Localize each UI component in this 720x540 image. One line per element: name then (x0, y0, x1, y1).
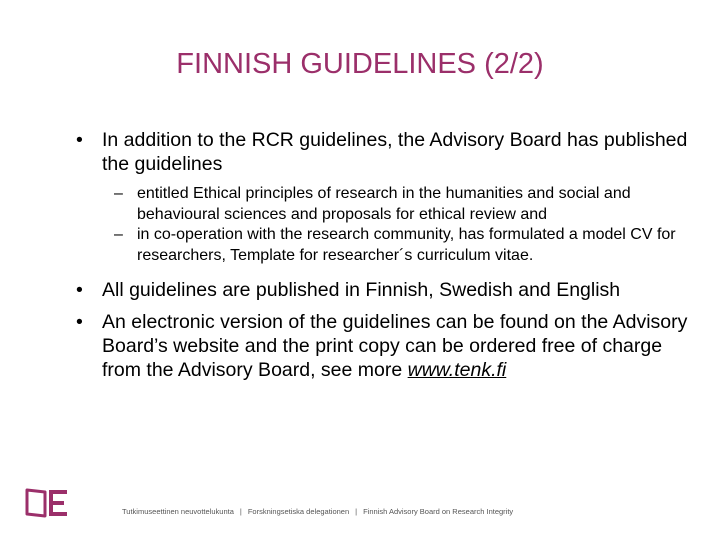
bullet-item (78, 128, 698, 176)
sub-bullet-marker: – (114, 185, 123, 202)
tenk-website-link[interactable]: www.tenk.fi (407, 359, 507, 381)
sub-bullet-item (114, 184, 698, 225)
bullet-text: In addition to the RCR guidelines, the Advisory Board has published the guidelines (102, 129, 688, 175)
sub-bullet-marker: – (114, 226, 123, 243)
bullet-text: All guidelines are published in Finnish, Swedish and English (102, 279, 621, 301)
footer-part: Forskningsetiska delegationen (247, 507, 350, 516)
bullet-marker: • (76, 279, 83, 301)
bullet-item (78, 310, 698, 382)
sub-bullet-text: entitled Ethical principles of research in the humanities and social and behavioural sciences and proposals for ethical review and (137, 185, 631, 223)
bullet-text: An electronic version of the guidelines can be found on the Advisory Board’s website and the print copy can be ordered free of charge from the Advisory Board, see more (102, 311, 688, 381)
bullet-marker: • (76, 311, 83, 333)
footer-separator: | (239, 507, 242, 516)
footer-separator: | (355, 507, 358, 516)
slide-content (78, 128, 698, 390)
footer-part: Tutkimuseettinen neuvottelukunta (122, 507, 234, 516)
slide-title: FINNISH GUIDELINES (2/2) (176, 48, 544, 80)
footer-part: Finnish Advisory Board on Research Integrity (363, 507, 514, 516)
open-book-e-logo-icon (24, 486, 70, 518)
bullet-marker: • (76, 129, 83, 151)
footer-text (122, 507, 513, 516)
sub-bullet-item (114, 225, 698, 266)
sub-list (114, 184, 698, 266)
sub-bullet-text: in co-operation with the research community, has formulated a model CV for researchers, Template for researcher´s curriculum vitae. (137, 226, 676, 264)
bullet-item (78, 278, 698, 302)
